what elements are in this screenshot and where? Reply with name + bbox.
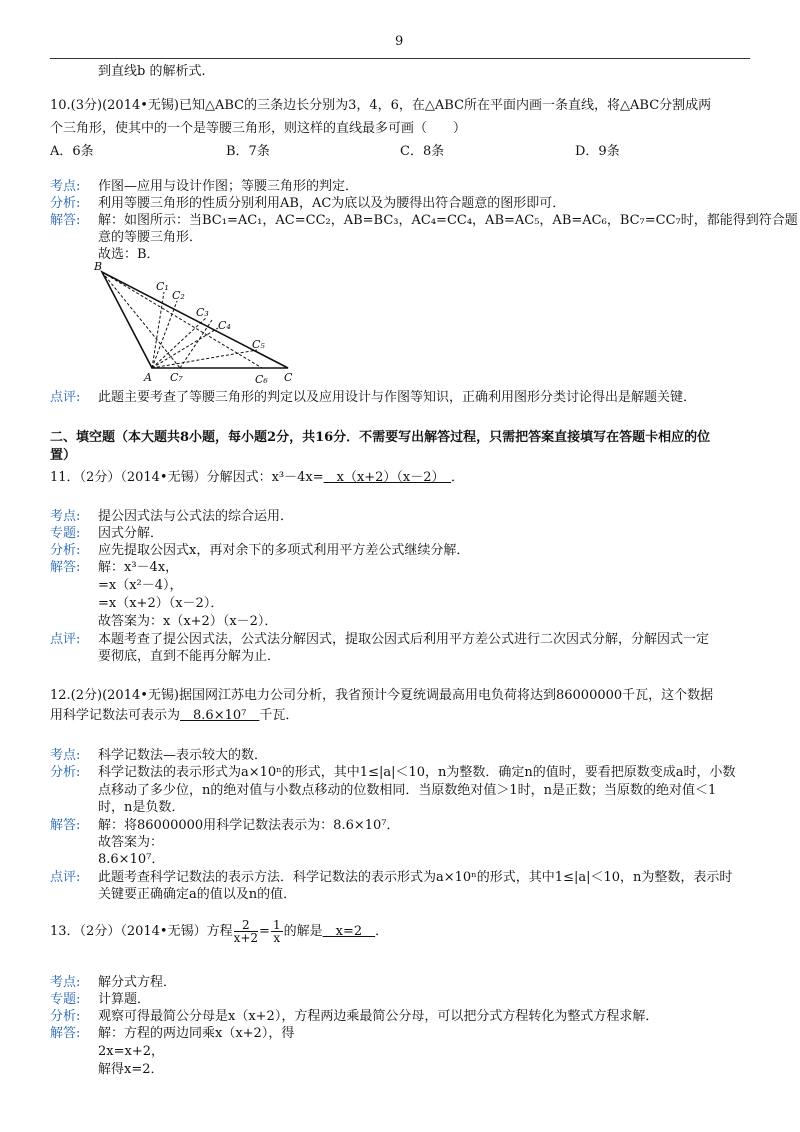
q13-equals: = — [259, 924, 270, 939]
q11-kaodian: 提公因式法与公式法的综合运用． — [98, 509, 294, 524]
q13-frac1-num: 2 — [234, 919, 258, 932]
q13-fenxi-label: 分析: — [50, 1009, 81, 1024]
q10-jieda-line1: 解：如图所示：当BC₁=AC₁，AC=CC₂，AB=BC₃，AC₄=CC₄，AB=AC₅，AB=AC₆，BC₇=CC₇时，都能得到符合题 — [98, 213, 798, 228]
q10-stem-line1: 10.(3分)(2014•无锡)已知△ABC的三条边长分别为3，4，6，在△ABC所在平面内画一条直线，将△ABC分割成两 — [50, 98, 712, 113]
q12-jieda-label: 解答: — [50, 818, 81, 833]
segment-a-c5 — [152, 350, 257, 368]
q11-dianping-line1: 本题考查了提公因式法，公式法分解因式，提取公因式后利用平方差公式进行二次因式分解，分解因式一定 — [98, 632, 710, 647]
q12-fenxi-line1: 科学记数法的表示形式为a×10ⁿ的形式，其中1≤|a|＜10，n为整数．确定n的值时，要看把原数变成a时，小数 — [98, 765, 736, 780]
q12-fenxi-label: 分析: — [50, 765, 81, 780]
q12-stem-line2 — [50, 708, 298, 724]
q13-step3: 解得x=2． — [98, 1062, 164, 1077]
q12-stem-prefix: 用科学记数法可表示为 — [50, 708, 181, 723]
q10-option-b: B．7条 — [226, 144, 270, 159]
label-C4: C₄ — [218, 319, 231, 332]
label-C1: C₁ — [156, 280, 169, 293]
q13-answer: x=2 — [322, 924, 376, 939]
q11-step1: 解：x³－4x， — [98, 560, 179, 575]
q11-zhuanti: 因式分解． — [98, 526, 164, 541]
label-C7: C₇ — [170, 371, 183, 384]
q11-zhuanti-label: 专题: — [50, 526, 81, 541]
q13-kaodian: 解分式方程． — [98, 975, 177, 990]
section2-title-line1: 二、填空题（本大题共8小题，每小题2分，共16分．不需要写出解答过程，只需把答案直接填写在答题卡相应的位 — [50, 430, 711, 445]
q11-step2: =x（x²－4）， — [98, 578, 183, 593]
q10-dianping-label: 点评: — [50, 390, 81, 405]
triangle-abc — [102, 272, 288, 368]
q10-stem-line2: 个三角形，使其中的一个是等腰三角形，则这样的直线最多可画（ ） — [50, 121, 467, 136]
q11-stem-prefix: 11．（2分）（2014•无锡）分解因式：x³－4x= — [50, 470, 324, 485]
q11-jieda-label: 解答: — [50, 560, 81, 575]
q12-jieda-line2: 故答案为： — [98, 835, 164, 850]
q13-stem — [50, 918, 388, 946]
q13-fraction-left — [234, 919, 258, 944]
q13-fraction-right — [271, 919, 283, 944]
page-number: 9 — [395, 34, 404, 49]
q12-dianping-line2: 关键要正确确定a的值以及n的值． — [98, 887, 297, 902]
label-B: B — [94, 260, 103, 273]
q10-triangle-figure — [92, 258, 304, 388]
q10-jieda-line3: 故选：B． — [98, 247, 160, 262]
q13-zhuanti: 计算题． — [98, 992, 151, 1007]
q13-stem-mid: 的解是 — [283, 924, 323, 939]
q10-dianping: 此题主要考查了等腰三角形的判定以及应用设计与作图等知识，正确利用图形分类讨论得出是解题关键． — [98, 390, 697, 405]
q12-kaodian: 科学记数法—表示较大的数． — [98, 748, 268, 763]
q11-answer: x（x+2）（x－2） — [323, 470, 452, 485]
q11-step3: =x（x+2）（x－2）． — [98, 596, 224, 611]
q11-stem-suffix: ． — [451, 470, 465, 485]
q12-jieda-line1: 解：将86000000用科学记数法表示为：8.6×10⁷． — [98, 818, 400, 833]
q10-kaodian-label: 考点: — [50, 179, 81, 194]
q11-dianping-label: 点评: — [50, 632, 81, 647]
section2-title-line2: 置） — [50, 448, 77, 463]
prev-continuation: 到直线b 的解析式. — [98, 64, 206, 79]
q12-kaodian-label: 考点: — [50, 748, 81, 763]
q11-fenxi-label: 分析: — [50, 543, 81, 558]
q13-step1: 解：方程的两边同乘x（x+2），得 — [98, 1026, 295, 1041]
q10-kaodian: 作图—应用与设计作图；等腰三角形的判定． — [98, 179, 359, 194]
q11-fenxi: 应先提取公因式x，再对余下的多项式利用平方差公式继续分解． — [98, 543, 470, 558]
q13-frac2-num: 1 — [272, 918, 281, 932]
q13-frac1-den: x+2 — [233, 931, 259, 945]
segment-a-c2 — [152, 301, 177, 368]
label-C3: C₃ — [196, 306, 209, 319]
q13-fenxi: 观察可得最简公分母是x（x+2），方程两边乘最简公分母，可以把分式方程转化为整式方程求解． — [98, 1009, 659, 1024]
q11-kaodian-label: 考点: — [50, 509, 81, 524]
q10-option-a: A．6条 — [50, 144, 94, 159]
q13-frac2-den: x — [273, 931, 281, 945]
q13-stem-suffix: ． — [375, 924, 389, 939]
q10-fenxi-label: 分析: — [50, 196, 81, 211]
q10-option-d: D．9条 — [575, 144, 620, 159]
q13-stem-prefix: 13．（2分）（2014•无锡）方程 — [50, 924, 233, 939]
q12-stem-line1: 12.(2分)(2014•无锡)据国网江苏电力公司分析，我省预计今夏统调最高用电负荷将达到86000000千瓦，这个数据 — [50, 688, 714, 703]
q10-jieda-label: 解答: — [50, 213, 81, 228]
label-A: A — [144, 371, 152, 384]
q12-stem-suffix: 千瓦． — [259, 708, 299, 723]
label-C: C — [284, 371, 293, 384]
label-C2: C₂ — [172, 289, 185, 302]
q12-fenxi-line3: 时，n是负数． — [98, 800, 185, 815]
q10-option-c: C．8条 — [400, 144, 445, 159]
q11-step4: 故答案为：x（x+2）（x－2）． — [98, 614, 278, 629]
q13-jieda-label: 解答: — [50, 1026, 81, 1041]
q11-stem — [50, 470, 464, 486]
q11-dianping-line2: 要彻底，直到不能再分解为止． — [98, 649, 281, 664]
q10-fenxi: 利用等腰三角形的性质分别利用AB，AC为底以及为腰得出符合题意的图形即可． — [98, 196, 566, 211]
q10-jieda-line2: 意的等腰三角形． — [98, 230, 203, 245]
q13-step2: 2x=x+2， — [98, 1044, 164, 1059]
segment-a-c4 — [152, 328, 218, 368]
q13-zhuanti-label: 专题: — [50, 992, 81, 1007]
q12-dianping-label: 点评: — [50, 870, 81, 885]
q12-fenxi-line2: 点移动了多少位，n的绝对值与小数点移动的位数相同．当原数绝对值＞1时，n是正数；当原数的绝对值＜1 — [98, 783, 717, 798]
q13-kaodian-label: 考点: — [50, 975, 81, 990]
q12-dianping-line1: 此题考查科学记数法的表示方法．科学记数法的表示形式为a×10ⁿ的形式，其中1≤|a|＜10，n为整数，表示时 — [98, 870, 733, 885]
q12-jieda-line3: 8.6×10⁷． — [98, 852, 165, 867]
q12-answer: 8.6×10⁷ — [180, 708, 260, 723]
label-C5: C₅ — [252, 338, 265, 351]
header-rule — [50, 58, 750, 59]
label-C6: C₆ — [255, 373, 268, 386]
